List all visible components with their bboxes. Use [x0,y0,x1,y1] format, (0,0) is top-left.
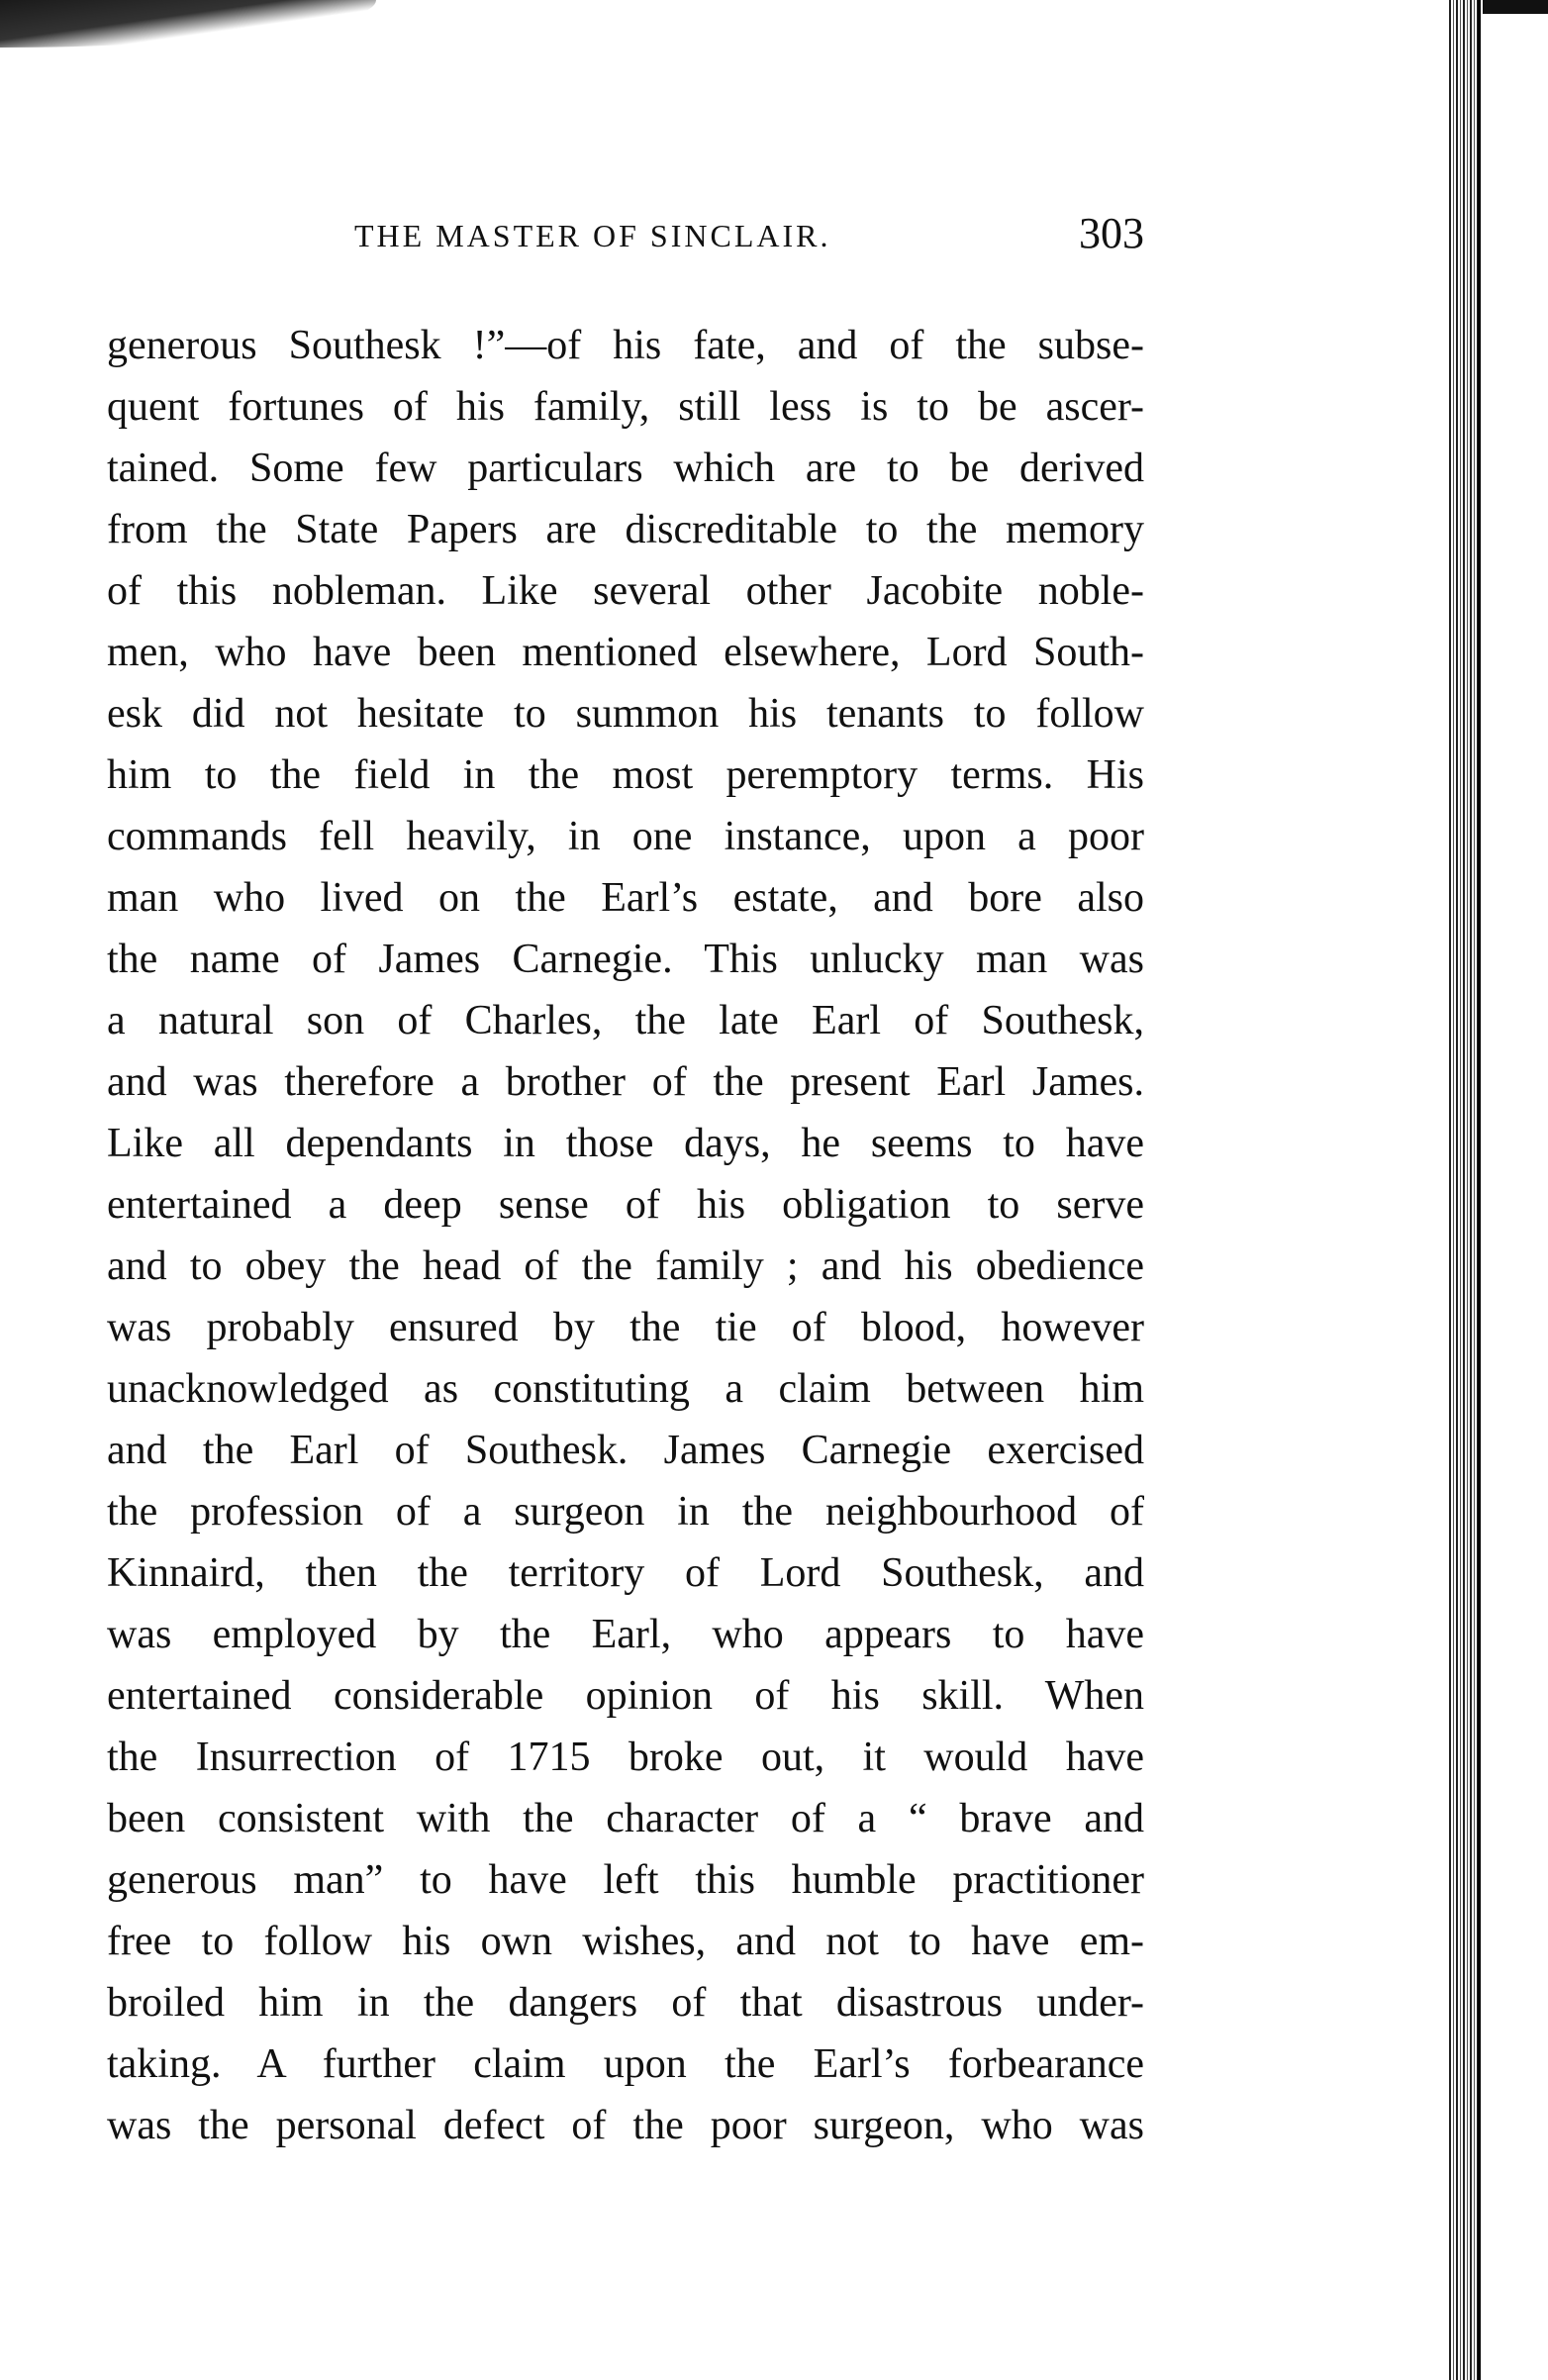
text-line: Kinnaird, then the territory of Lord Southesk, and [107,1550,1144,1596]
text-line: and to obey the head of the family ; and his obedience [107,1243,1144,1289]
text-line: him to the field in the most peremptory terms. His [107,752,1144,798]
text-line: the name of James Carnegie. This unlucky man was [107,937,1144,982]
text-line: and was therefore a brother of the present Earl James. [107,1059,1144,1105]
text-line: was probably ensured by the tie of blood, however [107,1305,1144,1350]
text-line: taking. A further claim upon the Earl’s forbearance [107,2041,1144,2087]
text-line: free to follow his own wishes, and not to have em- [107,1919,1144,1964]
text-line: commands fell heavily, in one instance, upon a poor [107,814,1144,859]
text-line: quent fortunes of his family, still less is to be ascer- [107,384,1144,430]
text-line: the Insurrection of 1715 broke out, it would have [107,1735,1144,1780]
page-number: 303 [1079,209,1144,257]
text-line: been consistent with the character of a “ brave and [107,1796,1144,1841]
running-head [107,208,1144,267]
text-line: and the Earl of Southesk. James Carnegie exercised [107,1428,1144,1473]
text-line: Like all dependants in those days, he seems to have [107,1121,1144,1166]
text-line: entertained a deep sense of his obligation to serve [107,1182,1144,1228]
body-text [107,315,1144,2156]
text-line: men, who have been mentioned elsewhere, Lord South- [107,630,1144,675]
text-line: the profession of a surgeon in the neighbourhood of [107,1489,1144,1535]
text-line: broiled him in the dangers of that disastrous under- [107,1980,1144,2026]
scan-shadow-corner [0,0,376,48]
book-page [107,208,1144,2156]
text-line: tained. Some few particulars which are to be derived [107,446,1144,491]
scan-shadow-right [1483,0,1548,14]
text-line: man who lived on the Earl’s estate, and bore also [107,875,1144,921]
text-line: was employed by the Earl, who appears to have [107,1612,1144,1657]
text-line: entertained considerable opinion of his skill. When [107,1673,1144,1719]
text-line: esk did not hesitate to summon his tenants to follow [107,691,1144,737]
text-line: unacknowledged as constituting a claim between him [107,1366,1144,1412]
book-binding-edge [1449,0,1479,2380]
text-line: was the personal defect of the poor surgeon, who was [107,2103,1144,2148]
text-line: generous Southesk !”—of his fate, and of the subse- [107,323,1144,368]
text-line: a natural son of Charles, the late Earl of Southesk, [107,998,1144,1043]
text-line: from the State Papers are discreditable to the memory [107,507,1144,552]
text-line: of this nobleman. Like several other Jacobite noble- [107,568,1144,614]
book-gutter-line [1478,0,1481,2380]
text-line: generous man” to have left this humble practitioner [107,1857,1144,1903]
running-title: THE MASTER OF SINCLAIR. [354,218,831,253]
